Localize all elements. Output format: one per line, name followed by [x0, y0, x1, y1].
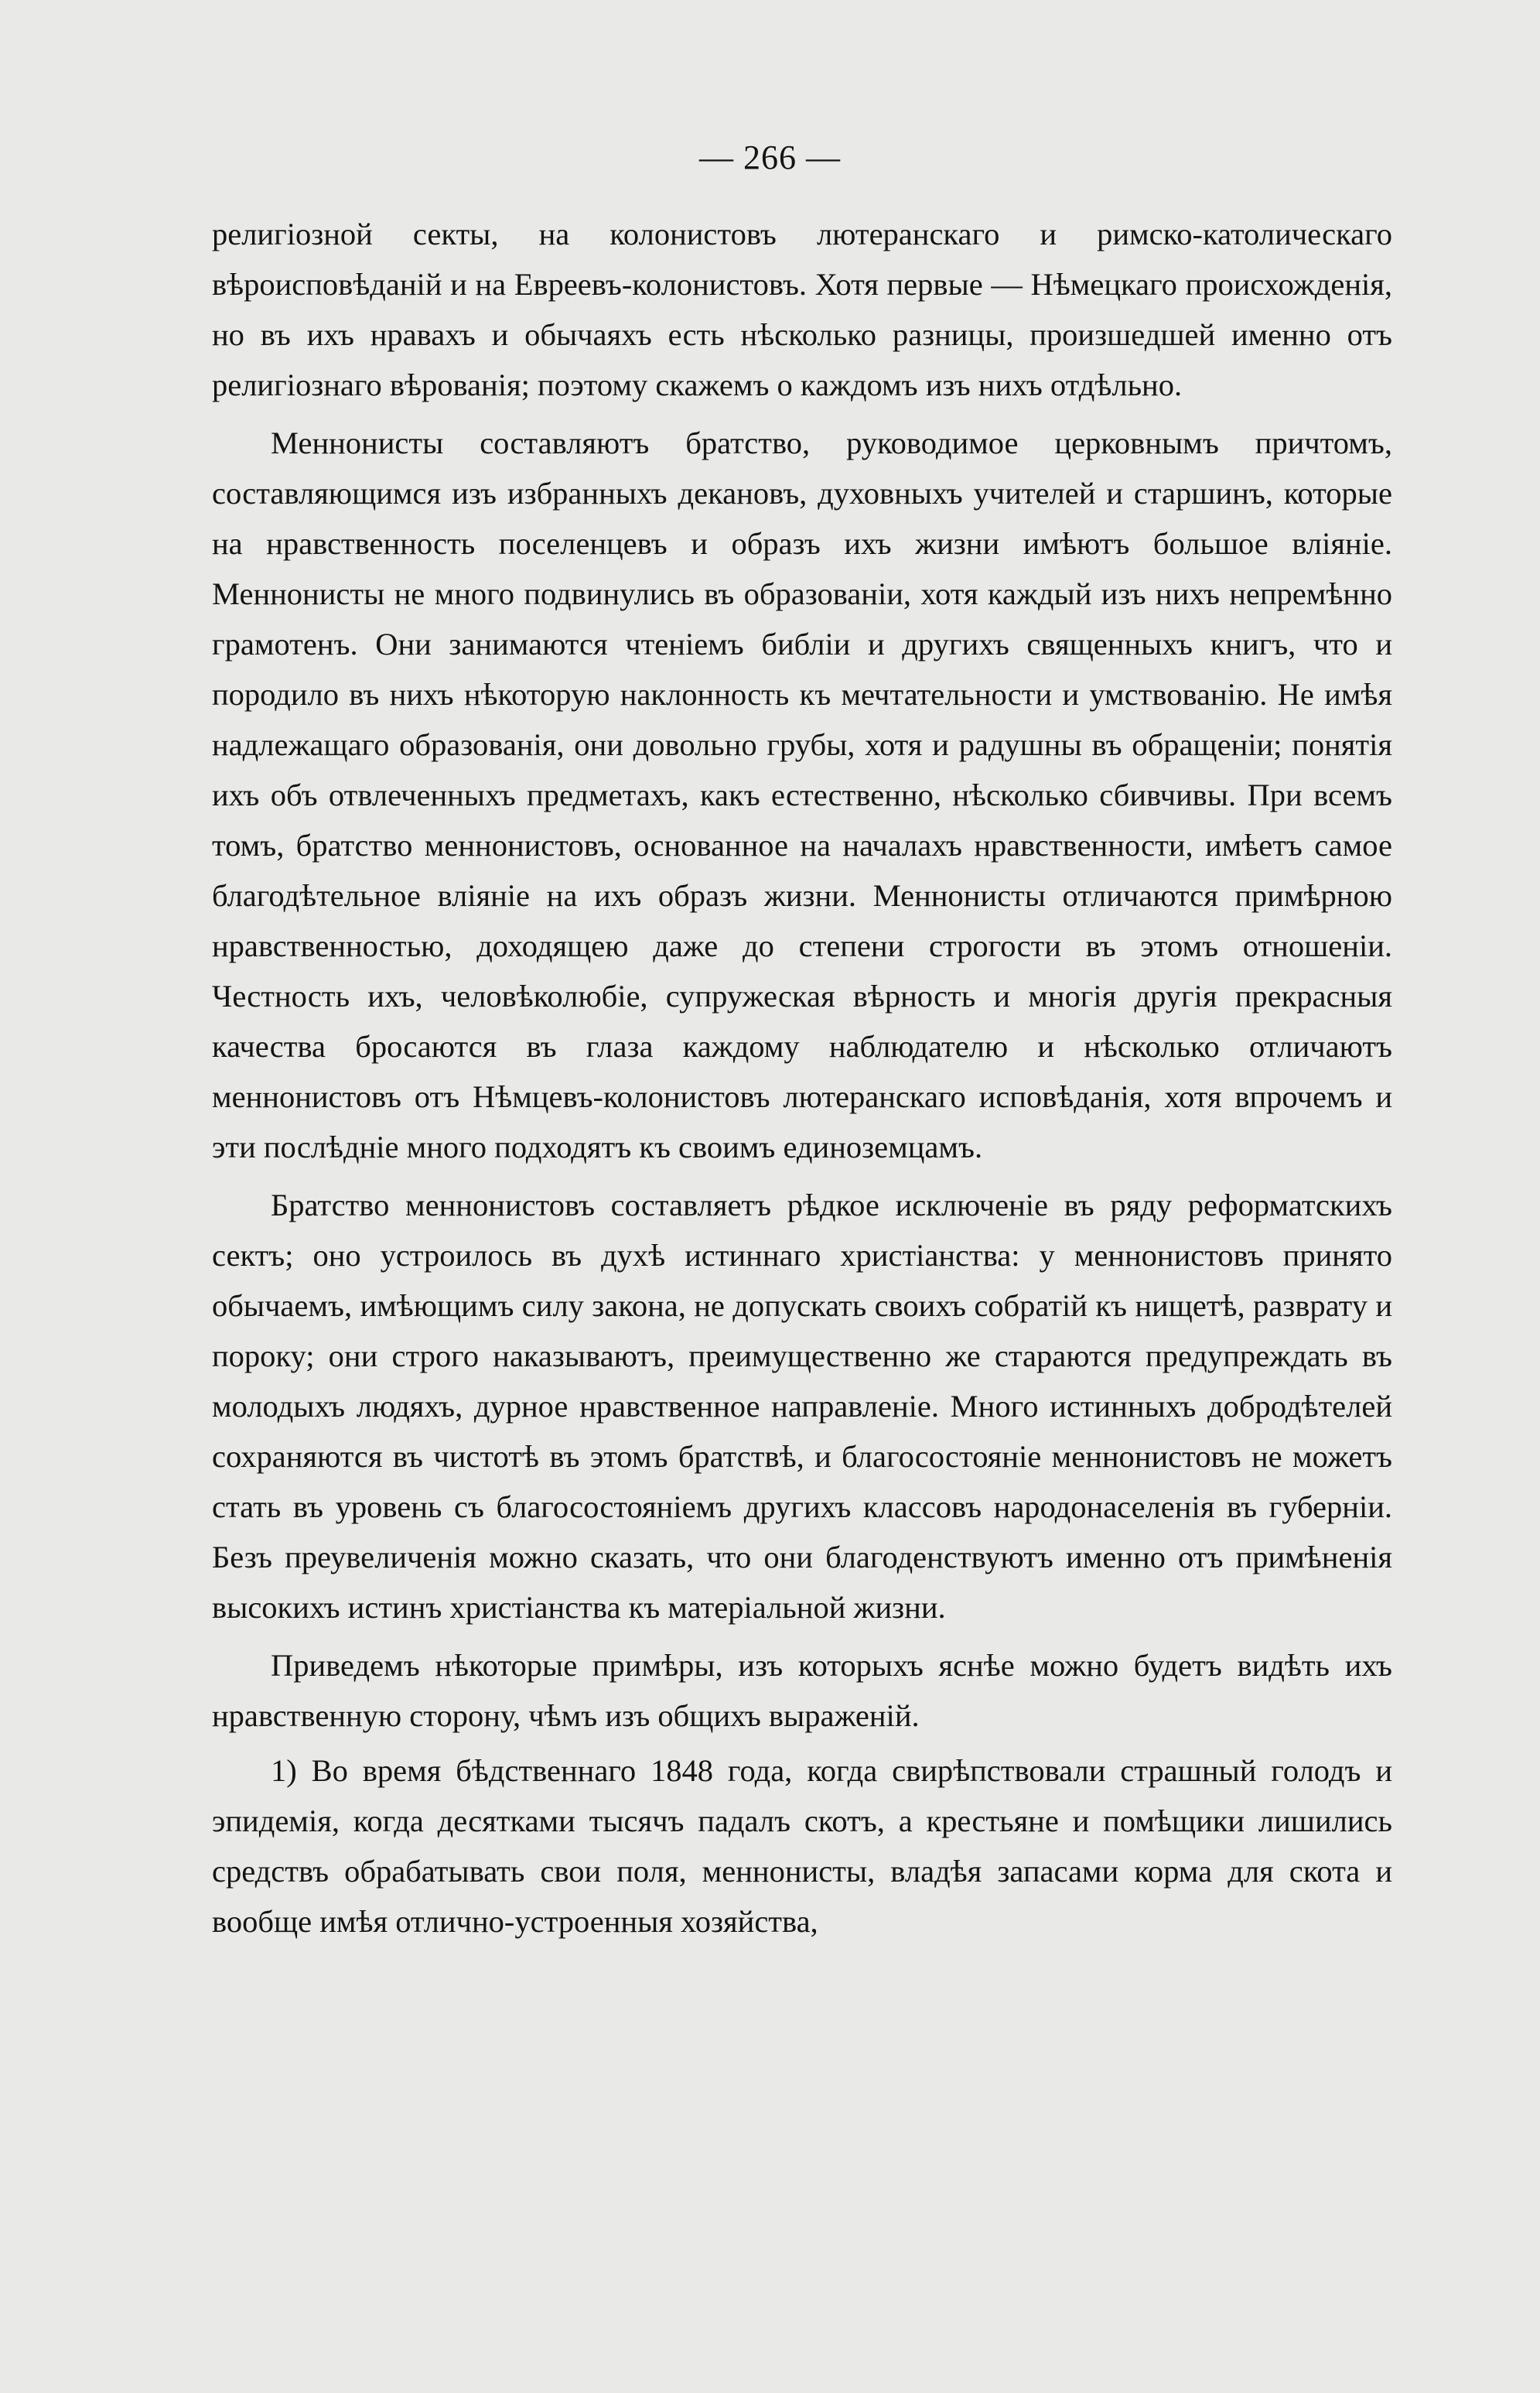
paragraph-examples-intro: Приведемъ нѣкоторые примѣры, изъ которыхъ яснѣе можно будетъ видѣть ихъ нравственную сторону, чѣмъ изъ общихъ выраженiй.: [212, 1648, 1392, 1733]
paragraph-mennonite-brotherhood: Меннонисты составляютъ братство, руководимое церковнымъ причтомъ, составляющимся изъ избранныхъ декановъ, духовныхъ учителей и старшинъ, которые на нравственность поселенцевъ и образъ ихъ жизни имѣютъ большое влiянiе. Меннонисты не много подвинулись въ образованiи, хотя каждый изъ нихъ непремѣнно грамотенъ. Они занимаются чтенiемъ библiи и другихъ священныхъ книгъ, что и породило въ нихъ нѣкоторую наклонность къ мечтательности и умствованiю. Не имѣя надлежащаго образованiя, они довольно грубы, хотя и радушны въ обращенiи; понятiя ихъ объ отвлеченныхъ предметахъ, какъ естественно, нѣсколько сбивчивы. При всемъ томъ, братство меннонистовъ, основанное на началахъ нравственности, имѣетъ самое благодѣтельное влiянiе на ихъ образъ жизни. Меннонисты отличаются примѣрною нравственностью, доходящею даже до степени строгости въ этомъ отношенiи. Честность ихъ, человѣколюбiе, супружеская вѣрность и многiя другiя прекрасныя качества бросаются въ глаза каждому наблюдателю и нѣсколько отличаютъ меннонистовъ отъ Нѣмцевъ-колонистовъ лютеранскаго исповѣданiя, хотя впрочемъ и эти послѣднiе много подходятъ къ своимъ единоземцамъ.: [212, 426, 1392, 1164]
page-number: — 266 —: [699, 138, 841, 176]
paragraph-continuation: религiозной секты, на колонистовъ лютеранскаго и римско-католическаго вѣроисповѣданiй и на Евреевъ-колонистовъ. Хотя первые — Нѣмецкаго происхожденiя, но въ ихъ нравахъ и обычаяхъ есть нѣсколько разницы, произшедшей именно отъ религiознаго вѣрованiя; поэтому скажемъ о каждомъ изъ нихъ отдѣльно.: [212, 217, 1392, 402]
page-body: [212, 209, 1392, 1947]
paragraph-brotherhood-exception: Братство меннонистовъ составляетъ рѣдкое исключенiе въ ряду реформатскихъ сектъ; оно устроилось въ духѣ истиннаго христiанства: у меннонистовъ принято обычаемъ, имѣющимъ силу закона, не допускать своихъ собратiй къ нищетѣ, разврату и пороку; они строго наказываютъ, преимущественно же стараются предупреждать въ молодыхъ людяхъ, дурное нравственное направленiе. Много истинныхъ добродѣтелей сохраняются въ чистотѣ въ этомъ братствѣ, и благосостоянiе меннонистовъ не можетъ стать въ уровень съ благосостоянiемъ другихъ классовъ народонаселенiя въ губернiи. Безъ преувеличенiя можно сказать, что они благоденствуютъ именно отъ примѣненiя высокихъ истинъ христiанства къ матерiальной жизни.: [212, 1188, 1392, 1625]
paragraph-example-1848: 1) Во время бѣдственнаго 1848 года, когда свирѣпствовали страшный голодъ и эпидемiя, когда десятками тысячъ падалъ скотъ, а крестьяне и помѣщики лишились средствъ обрабатывать свои поля, меннонисты, владѣя запасами корма для скота и вообще имѣя отлично-устроенныя хозяйства,: [212, 1753, 1392, 1939]
